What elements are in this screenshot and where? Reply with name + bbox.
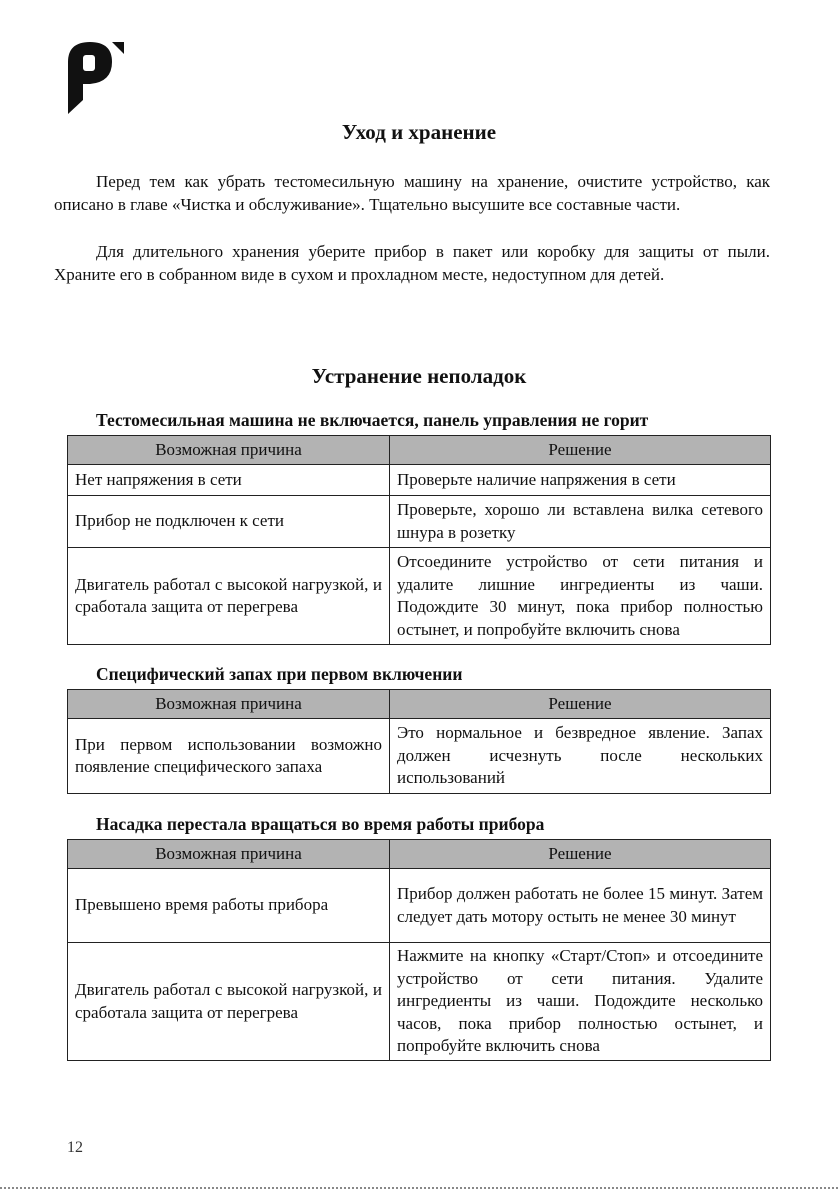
cause-cell: При первом использовании возможно появление специфического запаха	[68, 719, 390, 794]
troubleshooting-table-3	[67, 839, 771, 1061]
solution-cell: Нажмите на кнопку «Старт/Стоп» и отсоедините устройство от сети питания. Удалите ингредиенты из чаши. Подождите несколько часов, пока прибор полностью остынет, и попробуйте включить снова	[390, 943, 771, 1061]
care-title: Уход и хранение	[341, 120, 497, 144]
column-header-cause: Возможная причина	[68, 436, 390, 465]
table-row	[68, 465, 771, 496]
column-header-cause: Возможная причина	[68, 840, 390, 869]
table-2-heading: Специфический запах при первом включении	[96, 664, 463, 684]
cause-cell: Двигатель работал с высокой нагрузкой, и сработала защита от перегрева	[68, 943, 390, 1061]
table-row	[68, 719, 771, 794]
troubleshooting-table-2	[67, 689, 771, 794]
table-3-heading: Насадка перестала вращаться во время работы прибора	[96, 814, 545, 834]
table-header-row	[68, 436, 771, 465]
table-row	[68, 943, 771, 1061]
table-header-row	[68, 690, 771, 719]
troubleshooting-title: Устранение неполадок	[311, 364, 527, 388]
table-1-heading: Тестомесильная машина не включается, панель управления не горит	[96, 410, 649, 430]
column-header-solution: Решение	[390, 436, 771, 465]
brand-logo-icon	[66, 40, 126, 114]
care-paragraph-2: Для длительного хранения уберите прибор в пакет или коробку для защиты от пыли. Храните его в собранном виде в сухом и прохладном месте, недоступном для детей.	[54, 242, 770, 285]
solution-cell: Проверьте, хорошо ли вставлена вилка сетевого шнура в розетку	[390, 496, 771, 548]
solution-cell: Проверьте наличие напряжения в сети	[390, 465, 771, 496]
cause-cell: Нет напряжения в сети	[68, 465, 390, 496]
solution-cell: Отсоедините устройство от сети питания и удалите лишние ингредиенты из чаши. Подождите 30 минут, пока прибор полностью остынет, и попробуйте включить снова	[390, 548, 771, 645]
cause-cell: Прибор не подключен к сети	[68, 496, 390, 548]
column-header-solution: Решение	[390, 690, 771, 719]
table-row	[68, 496, 771, 548]
table-row	[68, 869, 771, 943]
table-header-row	[68, 840, 771, 869]
column-header-cause: Возможная причина	[68, 690, 390, 719]
page-number: 12	[67, 1139, 83, 1156]
solution-cell: Прибор должен работать не более 15 минут. Затем следует дать мотору остыть не менее 30 минут	[390, 869, 771, 943]
troubleshooting-table-1	[67, 435, 771, 645]
solution-cell: Это нормальное и безвредное явление. Запах должен исчезнуть после нескольких использований	[390, 719, 771, 794]
table-row	[68, 548, 771, 645]
cause-cell: Превышено время работы прибора	[68, 869, 390, 943]
cause-cell: Двигатель работал с высокой нагрузкой, и сработала защита от перегрева	[68, 548, 390, 645]
column-header-solution: Решение	[390, 840, 771, 869]
care-paragraph-1: Перед тем как убрать тестомесильную машину на хранение, очистите устройство, как описано в главе «Чистка и обслуживание». Тщательно высушите все составные части.	[54, 172, 770, 215]
bottom-divider	[0, 1187, 838, 1189]
